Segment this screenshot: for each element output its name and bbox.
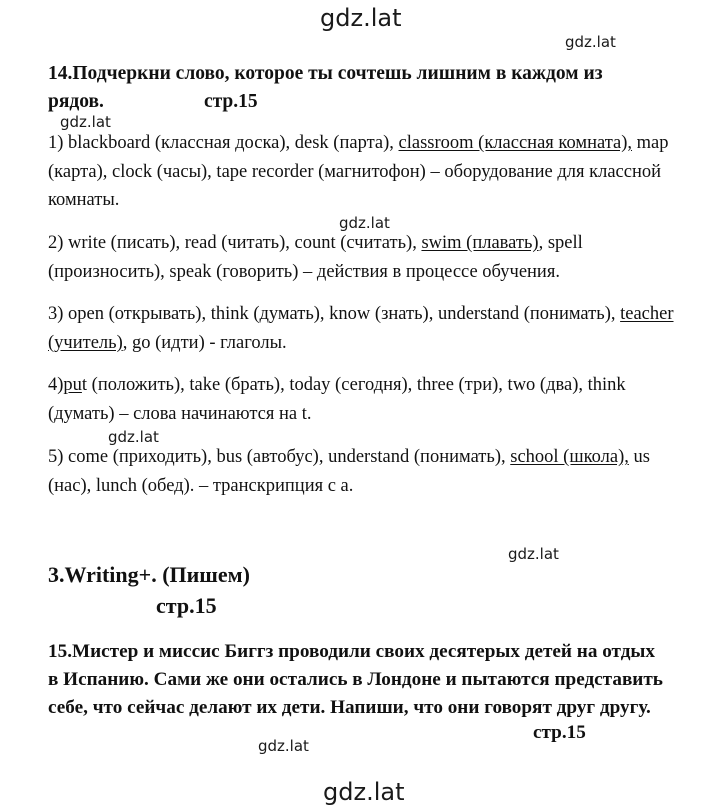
- item-2-underlined-word: swim (плавать): [421, 233, 539, 253]
- task14-item-2: [48, 229, 688, 286]
- item-4-text-rest: t (положить), take (брать), today (сегодня), three (три), two (два), think (думать) – слова начинаются на t.: [48, 375, 626, 424]
- watermark-bottom: gdz.lat: [323, 778, 405, 806]
- item-1-text-rest: map (карта), clock (часы), tape recorder (магнитофон) – оборудование для классной комнаты.: [48, 133, 669, 210]
- item-2-text: 2) write (писать), read (читать), count (считать),: [48, 233, 422, 253]
- item-5-text: 5) come (приходить), bus (автобус), understand (понимать),: [48, 447, 511, 467]
- item-1-underlined-word: classroom (классная комната),: [398, 133, 633, 153]
- item-1-text: 1) blackboard (классная доска), desk (парта),: [48, 133, 399, 153]
- item-4-underlined-letters: pu: [63, 375, 82, 395]
- task14-item-5: [48, 443, 688, 500]
- task14-item-4: [48, 371, 688, 428]
- task14-page-ref: стр.15: [203, 91, 258, 112]
- item-3-text-rest: , go (идти) - глаголы.: [122, 332, 287, 353]
- watermark-bottom-small: gdz.lat: [258, 737, 309, 755]
- watermark-right-2: gdz.lat: [508, 545, 559, 563]
- item-5-text-rest: us (нас), lunch (обед). – транскрипция с а.: [48, 447, 650, 496]
- item-3-text: 3) open (открывать), think (думать), know (знать), understand (понимать),: [48, 304, 621, 324]
- item-3-underlined-word: teacher (учитель): [48, 304, 674, 353]
- task15-text: 15.Мистер и миссис Биггз проводили своих десятерых детей на отдых в Испанию. Сами же они остались в Лондоне и пытаются представить себе, что сейчас делают их дети. Напиши, что они говорят друг другу.: [48, 641, 663, 718]
- watermark-top: gdz.lat: [320, 4, 402, 32]
- watermark-center-1: gdz.lat: [339, 214, 390, 232]
- item-2-text-rest: , spell (произносить), speak (говорить) – действия в процессе обучения.: [48, 233, 583, 282]
- watermark-top-right: gdz.lat: [565, 33, 616, 51]
- task14-item-1: [48, 129, 688, 215]
- task15-page-ref: стр.15: [533, 722, 586, 743]
- item-4-text: 4): [48, 375, 64, 395]
- item-5-underlined-word: school (школа),: [510, 447, 629, 467]
- task14-item-3: [48, 300, 688, 357]
- watermark-left-2: gdz.lat: [108, 428, 159, 446]
- section3-page-ref: стр.15: [156, 593, 217, 618]
- watermark-left-1: gdz.lat: [60, 113, 111, 131]
- task14-heading-line2: [48, 88, 603, 116]
- task14-heading-line1: 14.Подчеркни слово, которое ты сочтешь лишним в каждом из: [48, 63, 603, 84]
- task14-heading: [48, 60, 603, 116]
- section3-title: 3.Writing+. (Пишем): [48, 562, 250, 587]
- task14-heading-line2-text: рядов.: [48, 91, 104, 112]
